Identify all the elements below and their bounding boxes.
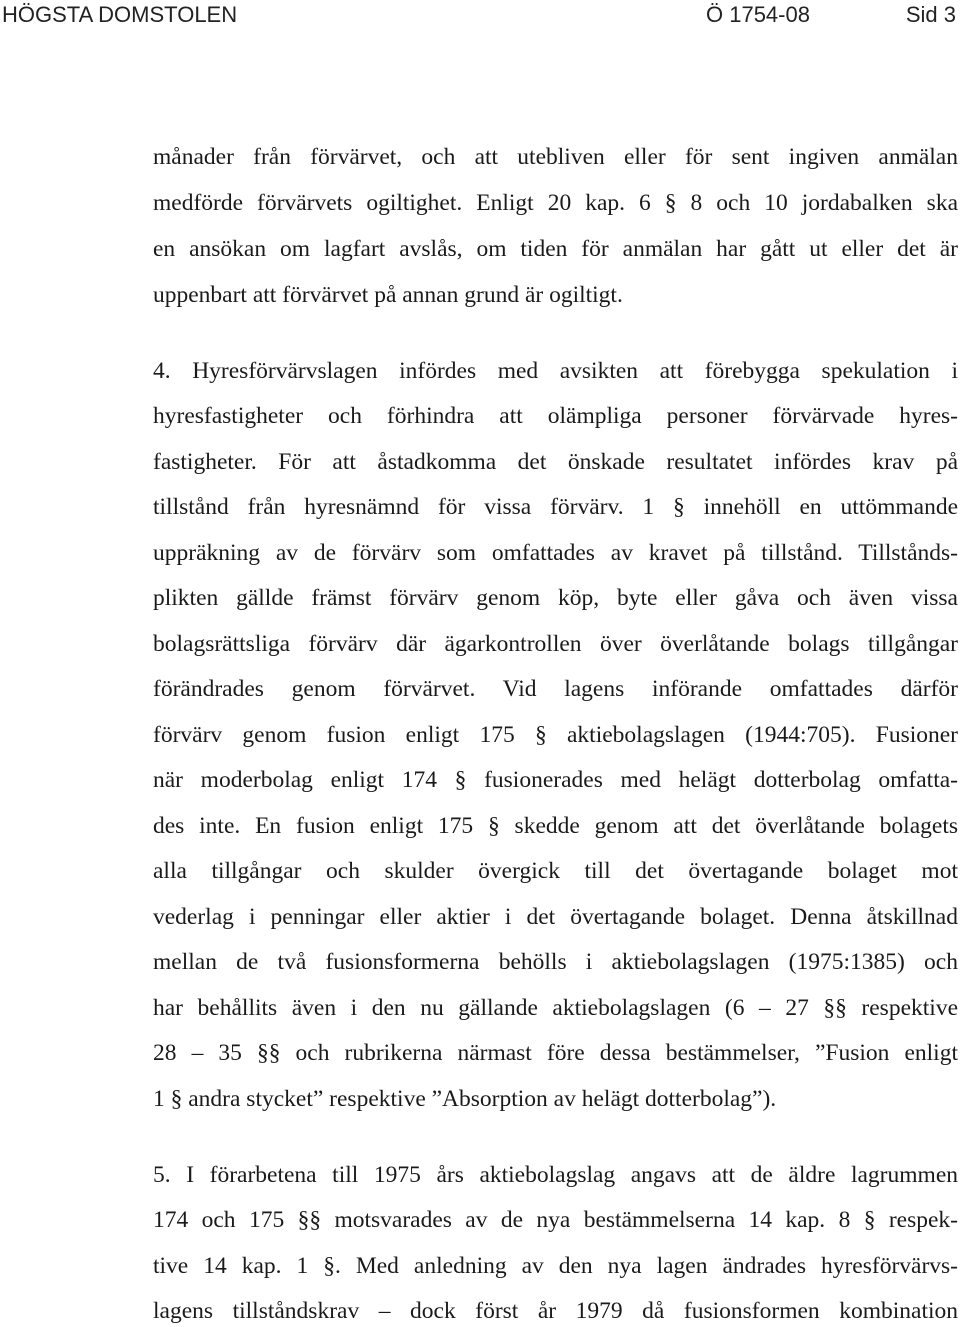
text-line: uppräkning av de förvärv som omfattades av kravet på tillstånd. Tillstånds- bbox=[153, 540, 958, 566]
text-line: 4. Hyresförvärvslagen infördes med avsikten att förebygga spekulation i bbox=[153, 358, 958, 384]
text-line: tillstånd från hyresnämnd för vissa förvärv. 1 § innehöll en uttömmande bbox=[153, 494, 958, 520]
page-number: Sid 3 bbox=[905, 2, 956, 27]
text-line: vederlag i penningar eller aktier i det övertagande bolaget. Denna åtskillnad bbox=[153, 904, 958, 930]
page-header bbox=[0, 0, 960, 30]
text-line: månader från förvärvet, och att utebliven eller för sent ingiven anmälan bbox=[153, 144, 958, 170]
text-line: plikten gällde främst förvärv genom köp, byte eller gåva och även vissa bbox=[153, 585, 958, 611]
text-line: des inte. En fusion enligt 175 § skedde genom att det överlåtande bolagets bbox=[153, 813, 958, 839]
text-line: förändrades genom förvärvet. Vid lagens införande omfattades därför bbox=[153, 676, 958, 702]
text-line: hyresfastigheter och förhindra att olämpliga personer förvärvade hyres- bbox=[153, 403, 958, 429]
text-line: när moderbolag enligt 174 § fusionerades med helägt dotterbolag omfatta- bbox=[153, 767, 958, 793]
text-line: medförde förvärvets ogiltighet. Enligt 20 kap. 6 § 8 och 10 jordabalken ska bbox=[153, 190, 958, 216]
text-line: uppenbart att förvärvet på annan grund är ogiltigt. bbox=[153, 282, 623, 308]
case-number: Ö 1754-08 bbox=[706, 2, 810, 27]
text-line: alla tillgångar och skulder övergick till det övertagande bolaget mot bbox=[153, 858, 958, 884]
text-line: bolagsrättsliga förvärv där ägarkontrollen över överlåtande bolags tillgångar bbox=[153, 631, 958, 657]
text-line: 28 – 35 §§ och rubrikerna närmast före dessa bestämmelser, ”Fusion enligt bbox=[153, 1040, 958, 1066]
text-line: 174 och 175 §§ motsvarades av de nya bestämmelserna 14 kap. 8 § respek- bbox=[153, 1207, 958, 1233]
text-line: tive 14 kap. 1 §. Med anledning av den nya lagen ändrades hyresförvärvs- bbox=[153, 1253, 958, 1279]
text-line: 1 § andra stycket” respektive ”Absorption av helägt dotterbolag”). bbox=[153, 1086, 777, 1112]
court-name: HÖGSTA DOMSTOLEN bbox=[2, 2, 238, 27]
text-line: fastigheter. För att åstadkomma det önskade resultatet infördes krav på bbox=[153, 449, 958, 475]
text-line: lagens tillståndskrav – dock först år 1979 då fusionsformen kombination bbox=[153, 1298, 958, 1324]
text-line: förvärv genom fusion enligt 175 § aktiebolagslagen (1944:705). Fusioner bbox=[153, 722, 958, 748]
text-line: har behållits även i den nu gällande aktiebolagslagen (6 – 27 §§ respektive bbox=[153, 995, 958, 1021]
text-line: mellan de två fusionsformerna behölls i aktiebolagslagen (1975:1385) och bbox=[153, 949, 958, 975]
text-line: en ansökan om lagfart avslås, om tiden för anmälan har gått ut eller det är bbox=[153, 236, 958, 262]
text-line: 5. I förarbetena till 1975 års aktiebolagslag angavs att de äldre lagrummen bbox=[153, 1162, 958, 1188]
